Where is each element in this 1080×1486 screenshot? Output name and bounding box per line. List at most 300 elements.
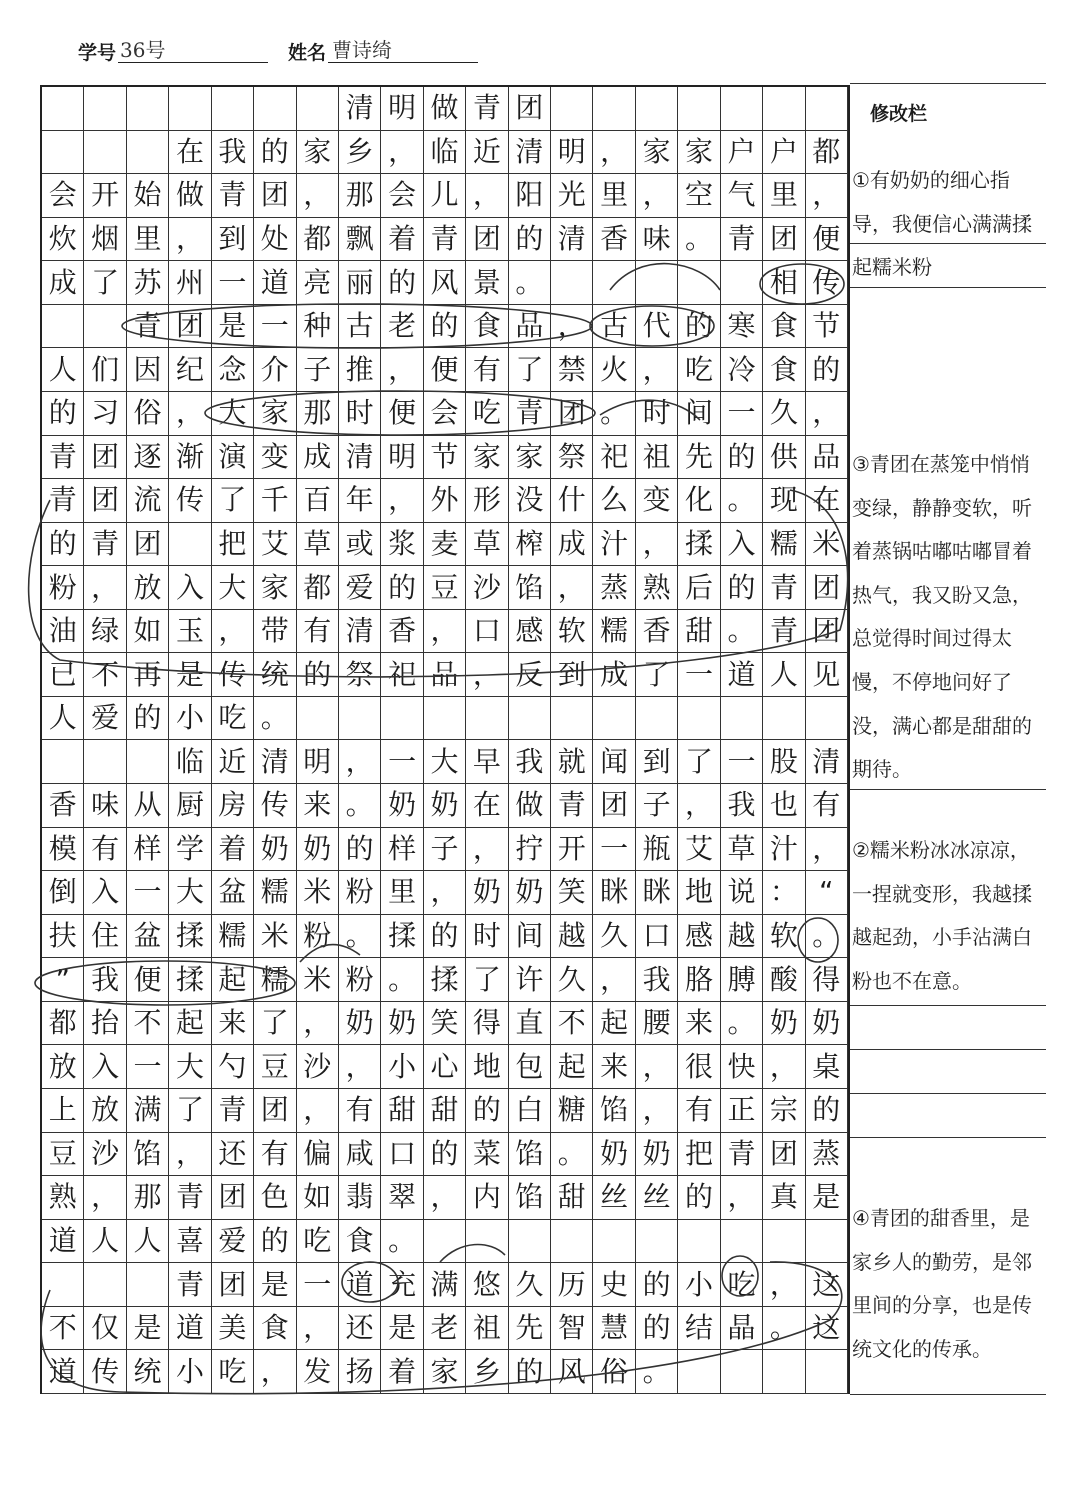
grid-cell: 住 bbox=[84, 915, 126, 959]
grid-cell: 香 bbox=[381, 610, 423, 654]
grid-cell: 团 bbox=[212, 1263, 254, 1307]
grid-cell: 团 bbox=[763, 218, 805, 262]
grid-cell: ， bbox=[424, 1176, 466, 1220]
grid-cell: 变 bbox=[636, 479, 678, 523]
grid-cell: 粉 bbox=[297, 915, 339, 959]
grid-cell: 得 bbox=[466, 1002, 508, 1046]
grid-cell: 的 bbox=[381, 566, 423, 610]
note-rule bbox=[850, 287, 1046, 288]
grid-cell: 麦 bbox=[424, 523, 466, 567]
grid-cell: 相 bbox=[763, 261, 805, 305]
grid-cell: 的 bbox=[509, 1350, 551, 1394]
grid-cell: 百 bbox=[297, 479, 339, 523]
grid-cell: ， bbox=[593, 958, 635, 1002]
grid-cell: 人 bbox=[42, 348, 84, 392]
grid-cell: 扬 bbox=[339, 1350, 381, 1394]
grid-cell: 食 bbox=[763, 305, 805, 349]
grid-cell: 甜 bbox=[551, 1176, 593, 1220]
grid-cell: ， bbox=[466, 174, 508, 218]
grid-cell: 。 bbox=[806, 915, 848, 959]
grid-cell: 着 bbox=[212, 828, 254, 872]
grid-cell: 道 bbox=[721, 653, 763, 697]
grid-cell: 一 bbox=[721, 392, 763, 436]
grid-cell: 上 bbox=[42, 1089, 84, 1133]
grid-cell bbox=[721, 261, 763, 305]
grid-cell: 奶 bbox=[593, 1133, 635, 1177]
grid-cell: 间 bbox=[509, 915, 551, 959]
grid-cell: 一 bbox=[127, 1045, 169, 1089]
side-bottom-rule bbox=[850, 1394, 1046, 1395]
grid-cell: 样 bbox=[381, 828, 423, 872]
grid-cell: 里 bbox=[381, 871, 423, 915]
note-rule bbox=[850, 789, 1046, 790]
grid-cell: 喜 bbox=[169, 1220, 211, 1264]
grid-cell bbox=[424, 1220, 466, 1264]
grid-cell: 味 bbox=[84, 784, 126, 828]
grid-cell: 家 bbox=[424, 1350, 466, 1394]
grid-cell: 传 bbox=[212, 653, 254, 697]
grid-cell bbox=[169, 523, 211, 567]
grid-cell: 的 bbox=[127, 697, 169, 741]
grid-cell: 到 bbox=[212, 218, 254, 262]
note-rule bbox=[850, 1049, 1046, 1050]
grid-cell: 的 bbox=[254, 131, 296, 175]
grid-cell: 大 bbox=[424, 740, 466, 784]
grid-cell: 在 bbox=[806, 479, 848, 523]
grid-cell: “ bbox=[806, 871, 848, 915]
grid-cell bbox=[678, 697, 720, 741]
revision-note-2: ②糯米粉冰冰凉凉，一捏就变形，我越揉越起劲，小手沾满白粉也不在意。 bbox=[852, 838, 1032, 993]
grid-cell: 的 bbox=[806, 348, 848, 392]
grid-cell: ， bbox=[424, 871, 466, 915]
grid-cell: 豆 bbox=[424, 566, 466, 610]
grid-cell: 的 bbox=[636, 1263, 678, 1307]
grid-cell bbox=[721, 1350, 763, 1394]
grid-cell bbox=[593, 261, 635, 305]
grid-cell: 久 bbox=[593, 915, 635, 959]
grid-cell: 老 bbox=[381, 305, 423, 349]
grid-cell: 勺 bbox=[212, 1045, 254, 1089]
grid-cell: 先 bbox=[509, 1307, 551, 1351]
grid-cell: 把 bbox=[212, 523, 254, 567]
side-top-rule bbox=[850, 83, 1046, 84]
grid-cell bbox=[636, 261, 678, 305]
grid-cell: ， bbox=[169, 218, 211, 262]
grid-cell: 口 bbox=[466, 610, 508, 654]
grid-cell: 粉 bbox=[42, 566, 84, 610]
grid-cell: 们 bbox=[84, 348, 126, 392]
grid-cell: 蒸 bbox=[593, 566, 635, 610]
grid-cell: 供 bbox=[763, 436, 805, 480]
grid-cell: 家 bbox=[466, 436, 508, 480]
grid-cell bbox=[127, 1263, 169, 1307]
student-name-value: 曹诗绮 bbox=[332, 38, 392, 62]
grid-cell: 清 bbox=[339, 87, 381, 131]
grid-cell: 气 bbox=[721, 174, 763, 218]
grid-cell: 美 bbox=[212, 1307, 254, 1351]
grid-cell: 青 bbox=[763, 566, 805, 610]
grid-cell: 入 bbox=[84, 871, 126, 915]
grid-cell: 沙 bbox=[466, 566, 508, 610]
grid-cell: 。 bbox=[721, 610, 763, 654]
grid-cell: 浆 bbox=[381, 523, 423, 567]
grid-cell: 奶 bbox=[424, 784, 466, 828]
grid-cell: 色 bbox=[254, 1176, 296, 1220]
grid-cell: 揉 bbox=[424, 958, 466, 1002]
grid-cell: 景 bbox=[466, 261, 508, 305]
grid-cell bbox=[721, 1220, 763, 1264]
grid-cell: 道 bbox=[254, 261, 296, 305]
grid-cell: 。 bbox=[721, 1002, 763, 1046]
grid-cell: 时 bbox=[636, 392, 678, 436]
grid-cell: 儿 bbox=[424, 174, 466, 218]
grid-cell bbox=[551, 261, 593, 305]
grid-cell bbox=[551, 1220, 593, 1264]
grid-cell: 偏 bbox=[297, 1133, 339, 1177]
grid-cell: 。 bbox=[339, 915, 381, 959]
grid-cell: 熟 bbox=[42, 1176, 84, 1220]
grid-cell: 有 bbox=[84, 828, 126, 872]
grid-cell bbox=[169, 87, 211, 131]
grid-cell: 糯 bbox=[254, 958, 296, 1002]
grid-cell: 。 bbox=[509, 261, 551, 305]
grid-cell: 食 bbox=[339, 1220, 381, 1264]
grid-cell bbox=[84, 131, 126, 175]
grid-cell bbox=[381, 697, 423, 741]
grid-cell: 奶 bbox=[339, 1002, 381, 1046]
grid-cell: 古 bbox=[339, 305, 381, 349]
grid-cell: 丝 bbox=[593, 1176, 635, 1220]
grid-cell: 馅 bbox=[509, 1133, 551, 1177]
grid-cell: 入 bbox=[84, 1045, 126, 1089]
grid-cell: 的 bbox=[636, 1307, 678, 1351]
grid-cell: 样 bbox=[127, 828, 169, 872]
grid-cell: 快 bbox=[721, 1045, 763, 1089]
grid-cell: 起 bbox=[169, 1002, 211, 1046]
grid-cell: 形 bbox=[466, 479, 508, 523]
grid-cell: ： bbox=[763, 871, 805, 915]
grid-cell: 临 bbox=[169, 740, 211, 784]
grid-cell: 明 bbox=[381, 87, 423, 131]
grid-cell: 沙 bbox=[297, 1045, 339, 1089]
grid-cell: 了 bbox=[466, 958, 508, 1002]
grid-cell: 草 bbox=[721, 828, 763, 872]
grid-cell: 处 bbox=[254, 218, 296, 262]
grid-cell: 都 bbox=[297, 566, 339, 610]
grid-cell: 草 bbox=[466, 523, 508, 567]
grid-cell: 统 bbox=[254, 653, 296, 697]
grid-cell: 团 bbox=[84, 479, 126, 523]
grid-cell: 艾 bbox=[254, 523, 296, 567]
grid-cell: 粉 bbox=[339, 871, 381, 915]
grid-cell: 那 bbox=[339, 174, 381, 218]
grid-cell: 如 bbox=[127, 610, 169, 654]
grid-cell: 祖 bbox=[636, 436, 678, 480]
grid-cell: 后 bbox=[678, 566, 720, 610]
grid-cell: 米 bbox=[297, 871, 339, 915]
grid-cell: 。 bbox=[339, 784, 381, 828]
grid-cell: 一 bbox=[297, 1263, 339, 1307]
grid-cell: 演 bbox=[212, 436, 254, 480]
grid-cell bbox=[806, 697, 848, 741]
grid-cell: 食 bbox=[763, 348, 805, 392]
grid-cell bbox=[42, 305, 84, 349]
grid-cell: 腰 bbox=[636, 1002, 678, 1046]
grid-cell: 团 bbox=[509, 87, 551, 131]
grid-cell: 始 bbox=[127, 174, 169, 218]
grid-cell: 揉 bbox=[169, 915, 211, 959]
student-name-line bbox=[328, 62, 478, 63]
grid-cell: ， bbox=[806, 174, 848, 218]
grid-cell: 祀 bbox=[381, 653, 423, 697]
grid-cell: 草 bbox=[297, 523, 339, 567]
grid-cell: 米 bbox=[297, 958, 339, 1002]
grid-cell: 糖 bbox=[551, 1089, 593, 1133]
grid-cell: 放 bbox=[84, 1089, 126, 1133]
grid-cell: 这 bbox=[806, 1307, 848, 1351]
grid-cell: 先 bbox=[678, 436, 720, 480]
grid-cell: 熟 bbox=[636, 566, 678, 610]
grid-cell: 临 bbox=[424, 131, 466, 175]
grid-cell: 开 bbox=[84, 174, 126, 218]
grid-cell: 老 bbox=[424, 1307, 466, 1351]
grid-cell: 笑 bbox=[424, 1002, 466, 1046]
grid-cell: 成 bbox=[551, 523, 593, 567]
grid-cell: 节 bbox=[424, 436, 466, 480]
grid-cell: 的 bbox=[339, 828, 381, 872]
grid-cell: 种 bbox=[297, 305, 339, 349]
grid-cell bbox=[127, 87, 169, 131]
grid-cell: 吃 bbox=[212, 1350, 254, 1394]
grid-cell: 团 bbox=[212, 1176, 254, 1220]
grid-cell: 青 bbox=[42, 436, 84, 480]
grid-cell: ， bbox=[84, 1176, 126, 1220]
grid-cell: 的 bbox=[297, 653, 339, 697]
grid-cell bbox=[212, 87, 254, 131]
grid-cell: 的 bbox=[424, 305, 466, 349]
grid-cell: ， bbox=[636, 1089, 678, 1133]
grid-cell: 的 bbox=[381, 261, 423, 305]
grid-cell: 那 bbox=[127, 1176, 169, 1220]
grid-cell: 馅 bbox=[127, 1133, 169, 1177]
grid-cell: ， bbox=[424, 610, 466, 654]
grid-cell bbox=[763, 1350, 805, 1394]
grid-cell: 这 bbox=[806, 1263, 848, 1307]
grid-cell: 史 bbox=[593, 1263, 635, 1307]
grid-cell: 绿 bbox=[84, 610, 126, 654]
grid-cell: 州 bbox=[169, 261, 211, 305]
grid-cell: ， bbox=[551, 305, 593, 349]
grid-cell: ， bbox=[636, 1045, 678, 1089]
grid-cell: 。 bbox=[721, 479, 763, 523]
grid-cell: 子 bbox=[636, 784, 678, 828]
grid-cell: 青 bbox=[42, 479, 84, 523]
grid-cell: 馅 bbox=[509, 1176, 551, 1220]
grid-cell: 香 bbox=[593, 218, 635, 262]
grid-cell: 化 bbox=[678, 479, 720, 523]
grid-cell: 奶 bbox=[636, 1133, 678, 1177]
grid-cell: 青 bbox=[84, 523, 126, 567]
grid-cell: 一 bbox=[593, 828, 635, 872]
grid-cell: 做 bbox=[169, 174, 211, 218]
grid-cell bbox=[127, 740, 169, 784]
grid-cell: 便 bbox=[806, 218, 848, 262]
grid-cell bbox=[297, 87, 339, 131]
grid-cell: 油 bbox=[42, 610, 84, 654]
grid-cell bbox=[593, 697, 635, 741]
grid-cell: 团 bbox=[169, 305, 211, 349]
grid-cell: 一 bbox=[678, 653, 720, 697]
grid-cell: 大 bbox=[212, 566, 254, 610]
grid-cell: 人 bbox=[763, 653, 805, 697]
note-rule bbox=[850, 1093, 1046, 1094]
grid-cell: 青 bbox=[763, 610, 805, 654]
grid-cell: 许 bbox=[509, 958, 551, 1002]
grid-cell: 越 bbox=[551, 915, 593, 959]
grid-cell: 风 bbox=[424, 261, 466, 305]
grid-cell: 吃 bbox=[678, 348, 720, 392]
grid-cell: 近 bbox=[212, 740, 254, 784]
grid-cell: 团 bbox=[254, 1089, 296, 1133]
grid-cell: 不 bbox=[84, 653, 126, 697]
grid-cell: 道 bbox=[339, 1263, 381, 1307]
grid-cell: 了 bbox=[636, 653, 678, 697]
grid-cell: 小 bbox=[678, 1263, 720, 1307]
grid-cell bbox=[466, 1220, 508, 1264]
grid-cell: 做 bbox=[424, 87, 466, 131]
grid-cell: 慧 bbox=[593, 1307, 635, 1351]
grid-cell: 很 bbox=[678, 1045, 720, 1089]
grid-cell: 房 bbox=[212, 784, 254, 828]
grid-cell: 胳 bbox=[678, 958, 720, 1002]
student-id-label: 学号 bbox=[78, 42, 117, 64]
grid-cell: 甜 bbox=[678, 610, 720, 654]
grid-cell: 有 bbox=[678, 1089, 720, 1133]
grid-cell: 奶 bbox=[806, 1002, 848, 1046]
grid-cell: 小 bbox=[381, 1045, 423, 1089]
grid-cell: 说 bbox=[721, 871, 763, 915]
grid-cell: 传 bbox=[169, 479, 211, 523]
grid-cell: 智 bbox=[551, 1307, 593, 1351]
grid-cell: 都 bbox=[42, 1002, 84, 1046]
grid-cell: 口 bbox=[636, 915, 678, 959]
grid-cell: 逐 bbox=[127, 436, 169, 480]
grid-cell: ， bbox=[381, 131, 423, 175]
grid-cell: 我 bbox=[509, 740, 551, 784]
grid-cell bbox=[763, 1220, 805, 1264]
grid-cell: 做 bbox=[509, 784, 551, 828]
grid-cell: 白 bbox=[509, 1089, 551, 1133]
grid-cell: 传 bbox=[84, 1350, 126, 1394]
grid-cell: 明 bbox=[381, 436, 423, 480]
grid-cell: 团 bbox=[466, 218, 508, 262]
grid-cell: 的 bbox=[424, 1133, 466, 1177]
grid-cell: 米 bbox=[806, 523, 848, 567]
grid-cell: 糯 bbox=[212, 915, 254, 959]
grid-cell: ， bbox=[466, 828, 508, 872]
grid-cell bbox=[466, 697, 508, 741]
grid-cell: 盆 bbox=[127, 915, 169, 959]
grid-cell: 亮 bbox=[297, 261, 339, 305]
grid-cell bbox=[551, 697, 593, 741]
grid-cell: 一 bbox=[212, 261, 254, 305]
grid-cell: ， bbox=[297, 1089, 339, 1133]
grid-cell: 道 bbox=[42, 1220, 84, 1264]
grid-cell: 不 bbox=[551, 1002, 593, 1046]
grid-cell: 感 bbox=[678, 915, 720, 959]
grid-cell: 到 bbox=[551, 653, 593, 697]
grid-cell: 奶 bbox=[763, 1002, 805, 1046]
grid-cell: 地 bbox=[466, 1045, 508, 1089]
grid-cell: 奶 bbox=[297, 828, 339, 872]
grid-cell: 时 bbox=[339, 392, 381, 436]
grid-cell: 大 bbox=[169, 1045, 211, 1089]
grid-cell: 会 bbox=[424, 392, 466, 436]
grid-cell: 统 bbox=[127, 1350, 169, 1394]
grid-cell: 青 bbox=[509, 392, 551, 436]
grid-cell: ， bbox=[721, 1176, 763, 1220]
grid-cell: ， bbox=[84, 566, 126, 610]
grid-cell: 一 bbox=[721, 740, 763, 784]
grid-cell: 宗 bbox=[763, 1089, 805, 1133]
grid-cell: 见 bbox=[806, 653, 848, 697]
grid-cell: 起 bbox=[212, 958, 254, 1002]
grid-cell: 瓶 bbox=[636, 828, 678, 872]
grid-cell: 家 bbox=[636, 131, 678, 175]
grid-cell: 里 bbox=[593, 174, 635, 218]
grid-cell: 悠 bbox=[466, 1263, 508, 1307]
grid-cell bbox=[763, 697, 805, 741]
grid-cell: 来 bbox=[212, 1002, 254, 1046]
grid-cell: 我 bbox=[721, 784, 763, 828]
grid-cell: 笑 bbox=[551, 871, 593, 915]
grid-cell: 翠 bbox=[381, 1176, 423, 1220]
student-id-line bbox=[118, 62, 268, 63]
grid-cell: 软 bbox=[763, 915, 805, 959]
grid-cell: 晶 bbox=[721, 1307, 763, 1351]
grid-cell: ， bbox=[593, 131, 635, 175]
grid-cell: 到 bbox=[636, 740, 678, 784]
revision-note-4: ④青团的甜香里，是家乡人的勤劳，是邻里间的分享，也是传统文化的传承。 bbox=[852, 1206, 1032, 1361]
grid-cell: 因 bbox=[127, 348, 169, 392]
grid-cell: 就 bbox=[551, 740, 593, 784]
grid-cell: ” bbox=[42, 958, 84, 1002]
grid-cell bbox=[636, 697, 678, 741]
grid-cell: 清 bbox=[254, 740, 296, 784]
grid-cell bbox=[42, 131, 84, 175]
grid-cell: 家 bbox=[678, 131, 720, 175]
grid-cell: 反 bbox=[509, 653, 551, 697]
grid-cell: 模 bbox=[42, 828, 84, 872]
grid-cell: 仅 bbox=[84, 1307, 126, 1351]
grid-cell: 再 bbox=[127, 653, 169, 697]
grid-cell: 是 bbox=[127, 1307, 169, 1351]
grid-cell: 。 bbox=[763, 1307, 805, 1351]
grid-cell: 的 bbox=[678, 305, 720, 349]
grid-cell bbox=[678, 1220, 720, 1264]
grid-cell bbox=[636, 87, 678, 131]
grid-cell: 厨 bbox=[169, 784, 211, 828]
grid-cell: 是 bbox=[806, 1176, 848, 1220]
header bbox=[78, 38, 578, 68]
grid-cell: 乡 bbox=[339, 131, 381, 175]
grid-cell: 的 bbox=[509, 218, 551, 262]
grid-cell: 的 bbox=[424, 915, 466, 959]
grid-cell: 里 bbox=[127, 218, 169, 262]
grid-cell: 祖 bbox=[466, 1307, 508, 1351]
grid-cell: 青 bbox=[466, 87, 508, 131]
grid-cell: 吃 bbox=[212, 697, 254, 741]
